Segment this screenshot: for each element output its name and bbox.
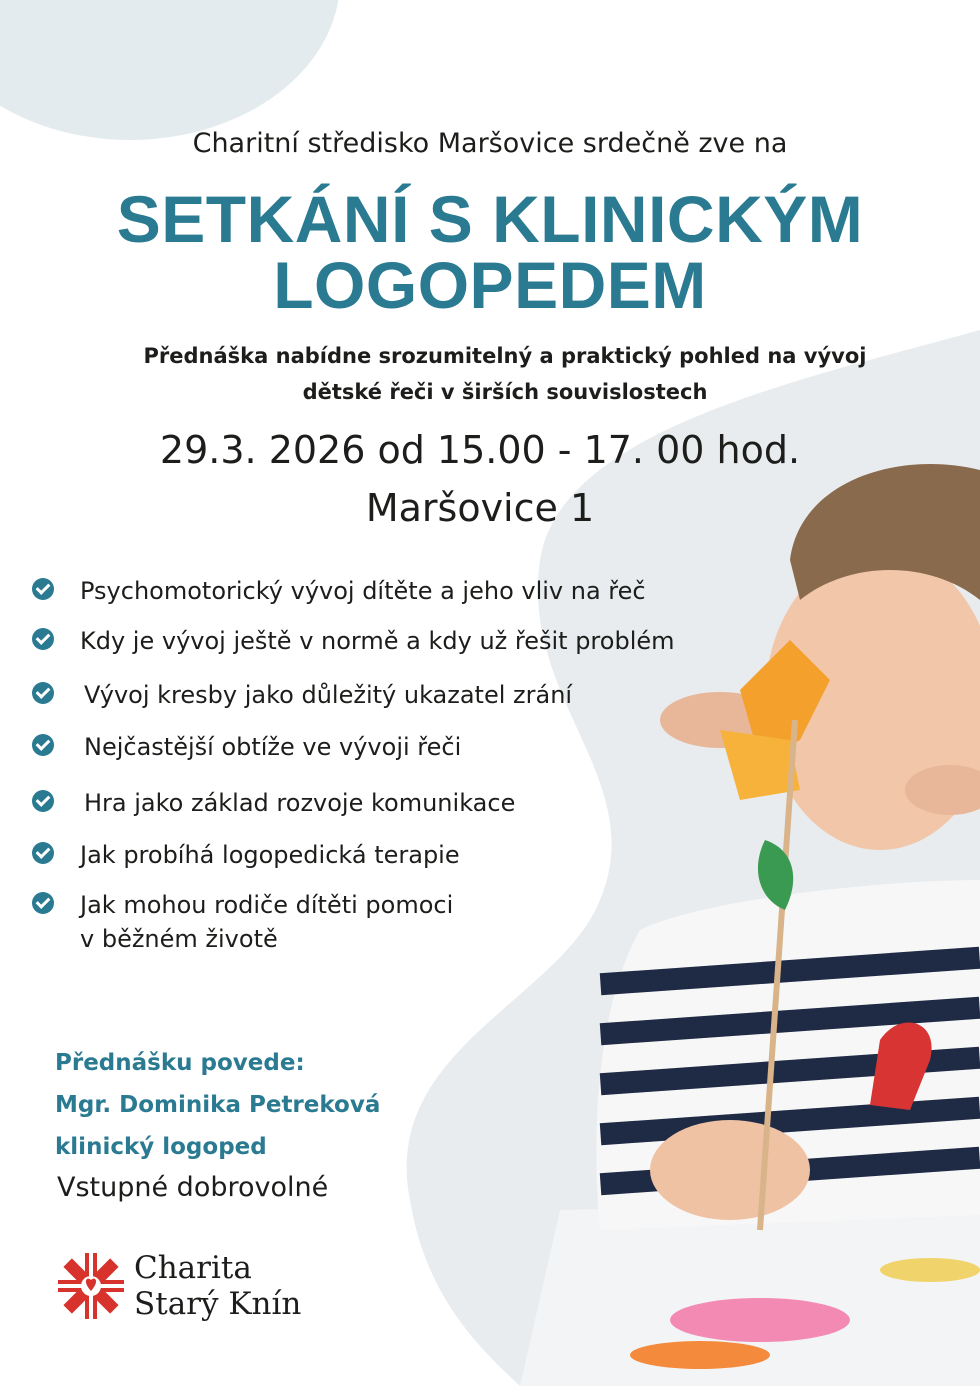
topic-text: Kdy je vývoj ještě v normě a kdy už řešit problém: [80, 627, 675, 655]
list-item: [32, 730, 461, 764]
list-item: [32, 574, 646, 608]
topic-text: Nejčastější obtíže ve vývoji řeči: [84, 733, 462, 761]
list-item: [32, 678, 572, 712]
event-datetime: 29.3. 2026 od 15.00 - 17. 00 hod.: [159, 428, 801, 472]
list-item: [32, 624, 675, 658]
topic-text-line-1: Jak mohou rodiče dítěti pomoci: [80, 891, 454, 919]
lecturer-info: [55, 1042, 380, 1168]
check-icon: [32, 892, 54, 914]
lecturer-label: Přednášku povede:: [55, 1050, 305, 1076]
subtitle-line-2: dětské řeči v širších souvislostech: [302, 380, 708, 404]
subtitle-line-1: Přednáška nabídne srozumitelný a praktický pohled na vývoj: [143, 344, 867, 368]
event-place: Maršovice 1: [365, 486, 595, 530]
topic-text: Jak probíhá logopedická terapie: [80, 841, 460, 869]
topic-text: [80, 888, 453, 956]
list-item: [32, 786, 515, 820]
logo-text: [134, 1250, 301, 1322]
intro-text: Charitní středisko Maršovice srdečně zve na: [192, 128, 788, 159]
caritas-cross-icon: [58, 1253, 124, 1319]
logo-line-2: Starý Knín: [134, 1286, 302, 1322]
title-line-1: SETKÁNÍ S KLINICKÝM: [116, 182, 864, 256]
check-icon: [32, 628, 54, 650]
lecturer-name: Mgr. Dominika Petreková: [55, 1092, 381, 1118]
topic-text-line-2: v běžném životě: [80, 925, 278, 953]
check-icon: [32, 842, 54, 864]
check-icon: [32, 790, 54, 812]
logo-line-1: Charita: [134, 1250, 252, 1286]
subtitle: [80, 338, 930, 410]
check-icon: [32, 734, 54, 756]
lecturer-role: klinický logoped: [55, 1134, 267, 1160]
topic-text: Psychomotorický vývoj dítěte a jeho vliv na řeč: [80, 577, 646, 605]
page-title: [0, 182, 980, 322]
entry-fee: Vstupné dobrovolné: [57, 1172, 329, 1203]
title-line-2: LOGOPEDEM: [273, 248, 707, 322]
topic-text: Hra jako základ rozvoje komunikace: [84, 789, 516, 817]
charita-logo: [58, 1250, 301, 1322]
check-icon: [32, 578, 54, 600]
list-item: [32, 838, 460, 872]
check-icon: [32, 682, 54, 704]
list-item: [32, 888, 453, 956]
topic-text: Vývoj kresby jako důležitý ukazatel zrání: [84, 681, 573, 709]
